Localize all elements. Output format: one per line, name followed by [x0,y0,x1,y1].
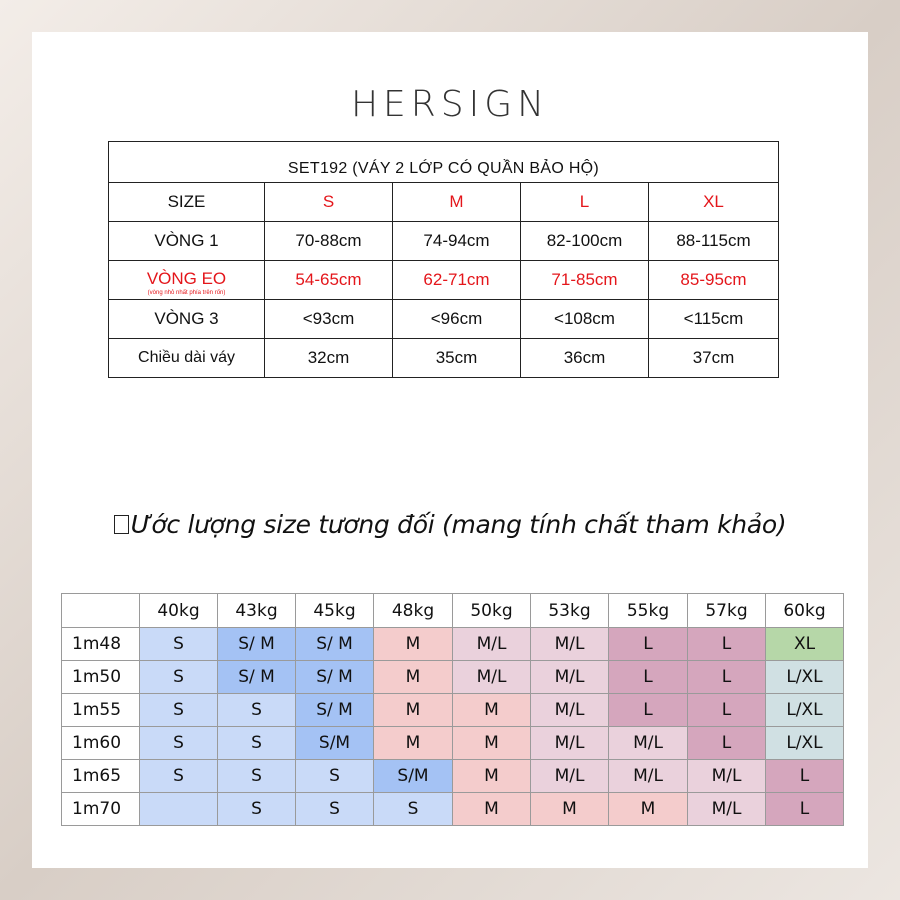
size-estimate-cell: L [688,628,766,661]
size-estimate-cell: M/L [531,694,609,727]
size-estimate-cell: S [218,760,296,793]
waist-value: 71-85cm [521,261,649,300]
size-estimate-cell: L [766,793,844,826]
size-estimate-cell: M/L [453,628,531,661]
estimate-title [32,510,868,539]
size-header-label: SIZE [109,183,265,222]
size-header-xl: XL [649,183,779,222]
size-estimate-cell: M/L [609,727,688,760]
size-estimate-cell: S/M [296,727,374,760]
checkbox-glyph-icon [114,515,129,534]
weight-header: 57kg [688,594,766,628]
size-estimate-cell: M/L [609,760,688,793]
size-estimate-cell: M/L [453,661,531,694]
height-row [62,760,844,793]
size-estimate-cell: M/L [688,793,766,826]
size-estimate-cell: M/L [688,760,766,793]
size-estimate-cell: XL [766,628,844,661]
weight-header: 48kg [374,594,453,628]
size-estimate-cell: M/L [531,727,609,760]
height-row [62,793,844,826]
size-estimate-cell: S/ M [218,628,296,661]
height-label: 1m65 [62,760,140,793]
size-estimate-cell: S [296,793,374,826]
waist-label [109,261,265,300]
size-estimate-cell: M/L [531,628,609,661]
length-value: 36cm [521,339,649,378]
waist-value: 85-95cm [649,261,779,300]
hip-value: <115cm [649,300,779,339]
size-header-l: L [521,183,649,222]
bust-value: 88-115cm [649,222,779,261]
weight-header: 53kg [531,594,609,628]
height-label: 1m55 [62,694,140,727]
size-estimate-cell: M [609,793,688,826]
length-row [109,339,779,378]
bust-label: VÒNG 1 [109,222,265,261]
waist-value: 62-71cm [393,261,521,300]
size-estimate-cell: S/ M [218,661,296,694]
size-estimate-cell: S [140,694,218,727]
size-estimate-cell: S [140,628,218,661]
waist-label-text: VÒNG EO [146,268,227,288]
size-chart-title-row [109,142,779,183]
hip-label: VÒNG 3 [109,300,265,339]
estimate-table [61,593,844,826]
size-estimate-cell: M [374,628,453,661]
length-label: Chiều dài váy [109,339,265,378]
size-estimate-cell: S [140,760,218,793]
size-estimate-cell: S/M [374,760,453,793]
estimate-title-text: Ước lượng size tương đối (mang tính chất tham khảo) [130,510,787,539]
size-estimate-cell: M [374,727,453,760]
weight-header: 50kg [453,594,531,628]
size-estimate-cell: L [609,628,688,661]
size-estimate-cell: S [218,694,296,727]
size-estimate-cell: L/XL [766,727,844,760]
size-estimate-cell: M [374,661,453,694]
length-value: 35cm [393,339,521,378]
size-estimate-cell: L [609,694,688,727]
size-estimate-cell: M [453,760,531,793]
size-estimate-cell: L [609,661,688,694]
bust-value: 70-88cm [265,222,393,261]
height-label: 1m60 [62,727,140,760]
waist-value: 54-65cm [265,261,393,300]
size-header-m: M [393,183,521,222]
weight-header: 43kg [218,594,296,628]
hip-value: <96cm [393,300,521,339]
size-estimate-cell: L [688,694,766,727]
content-card [32,32,868,868]
size-estimate-cell: M [531,793,609,826]
height-row [62,727,844,760]
size-estimate-cell: L/XL [766,661,844,694]
size-chart-table [108,141,779,378]
height-row [62,628,844,661]
size-estimate-cell: S [296,760,374,793]
size-estimate-cell: M [453,727,531,760]
waist-note: (vòng nhỏ nhất phía trên rốn) [147,289,226,296]
size-estimate-cell: L [688,727,766,760]
brand-logo: HERSIGN [350,84,550,125]
size-estimate-cell: S/ M [296,661,374,694]
size-estimate-cell: L [766,760,844,793]
size-estimate-cell: M/L [531,661,609,694]
size-estimate-cell: S [218,727,296,760]
weight-header-row [62,594,844,628]
height-row [62,694,844,727]
size-estimate-cell [140,793,218,826]
size-estimate-cell: M/L [531,760,609,793]
height-row [62,661,844,694]
size-estimate-cell: L [688,661,766,694]
size-estimate-cell: M [453,793,531,826]
height-label: 1m50 [62,661,140,694]
hip-value: <93cm [265,300,393,339]
length-value: 37cm [649,339,779,378]
size-header-s: S [265,183,393,222]
height-label: 1m48 [62,628,140,661]
size-chart-title: SET192 (VÁY 2 LỚP CÓ QUẦN BẢO HỘ) [109,142,779,183]
size-header-row [109,183,779,222]
size-estimate-cell: S [140,661,218,694]
bust-row [109,222,779,261]
waist-row [109,261,779,300]
weight-header: 60kg [766,594,844,628]
weight-header: 55kg [609,594,688,628]
weight-header: 40kg [140,594,218,628]
size-estimate-cell: S [218,793,296,826]
size-estimate-cell: S/ M [296,628,374,661]
size-estimate-cell: L/XL [766,694,844,727]
size-estimate-cell: M [374,694,453,727]
size-estimate-cell: M [453,694,531,727]
size-estimate-cell: S/ M [296,694,374,727]
corner-cell [62,594,140,628]
hip-row [109,300,779,339]
bust-value: 82-100cm [521,222,649,261]
bust-value: 74-94cm [393,222,521,261]
size-estimate-cell: S [374,793,453,826]
height-label: 1m70 [62,793,140,826]
weight-header: 45kg [296,594,374,628]
length-value: 32cm [265,339,393,378]
size-estimate-cell: S [140,727,218,760]
hip-value: <108cm [521,300,649,339]
